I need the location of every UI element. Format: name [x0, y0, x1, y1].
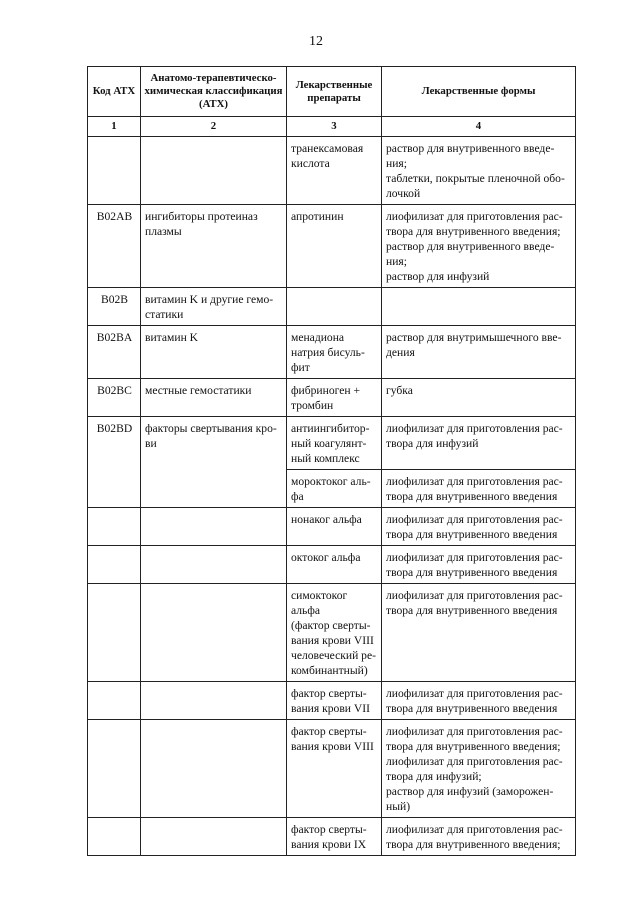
drug-cell: симоктоког альфа (фактор сверты- вания крови VIII человеческий ре- комбинантный): [287, 584, 382, 682]
classification-cell: [141, 720, 287, 818]
drug-cell: нонаког альфа: [287, 508, 382, 546]
drug-cell: фибриноген + тромбин: [287, 379, 382, 417]
classification-cell: витамин K: [141, 326, 287, 379]
forms-cell: лиофилизат для приготовления рас- твора для инфузий: [382, 417, 576, 470]
table-row: [88, 137, 576, 205]
atc-code-cell: B02AB: [88, 205, 141, 288]
drug-cell: фактор сверты- вания крови VIII: [287, 720, 382, 818]
table-row: [88, 417, 576, 470]
forms-cell: лиофилизат для приготовления рас- твора для внутривенного введения: [382, 546, 576, 584]
column-number: 2: [141, 117, 287, 137]
classification-cell: ингибиторы протеиназ плазмы: [141, 205, 287, 288]
page-number: 12: [309, 34, 323, 49]
header-classification: Анатомо-терапевтическо- химическая классификация (АТХ): [141, 67, 287, 117]
classification-cell: [141, 584, 287, 682]
column-number: 3: [287, 117, 382, 137]
forms-cell: [382, 288, 576, 326]
drug-cell: апротинин: [287, 205, 382, 288]
column-number: 4: [382, 117, 576, 137]
classification-cell: витамин K и другие гемо- статики: [141, 288, 287, 326]
column-number-row: [88, 117, 576, 137]
forms-cell: лиофилизат для приготовления рас- твора для внутривенного введения;: [382, 818, 576, 856]
atc-table: [87, 66, 576, 856]
classification-cell: факторы свертывания кро- ви: [141, 417, 287, 508]
atc-code-cell: B02BD: [88, 417, 141, 508]
drug-cell: фактор сверты- вания крови IX: [287, 818, 382, 856]
table-row: [88, 379, 576, 417]
classification-cell: [141, 682, 287, 720]
forms-cell: лиофилизат для приготовления рас- твора для внутривенного введения; раствор для внутривенного введе- ния; раствор для инфузий: [382, 205, 576, 288]
classification-cell: [141, 508, 287, 546]
forms-cell: раствор для внутривенного введе- ния; таблетки, покрытые пленочной обо- лочкой: [382, 137, 576, 205]
atc-code-cell: [88, 508, 141, 546]
table-row: [88, 508, 576, 546]
atc-code-cell: B02B: [88, 288, 141, 326]
header-row: [88, 67, 576, 117]
table-row: [88, 818, 576, 856]
table-row: [88, 205, 576, 288]
forms-cell: лиофилизат для приготовления рас- твора для внутривенного введения: [382, 682, 576, 720]
forms-cell: лиофилизат для приготовления рас- твора для внутривенного введения: [382, 584, 576, 682]
atc-code-cell: [88, 720, 141, 818]
forms-cell: губка: [382, 379, 576, 417]
forms-cell: раствор для внутримышечного вве- дения: [382, 326, 576, 379]
drug-cell: фактор сверты- вания крови VII: [287, 682, 382, 720]
drug-cell: [287, 288, 382, 326]
atc-code-cell: [88, 137, 141, 205]
classification-cell: местные гемостатики: [141, 379, 287, 417]
drug-cell: транексамовая кислота: [287, 137, 382, 205]
header-forms: Лекарственные формы: [382, 67, 576, 117]
drug-cell: октоког альфа: [287, 546, 382, 584]
table-row: [88, 546, 576, 584]
classification-cell: [141, 818, 287, 856]
forms-cell: лиофилизат для приготовления рас- твора для внутривенного введения: [382, 470, 576, 508]
atc-code-cell: [88, 682, 141, 720]
atc-code-cell: [88, 546, 141, 584]
classification-cell: [141, 137, 287, 205]
atc-code-cell: B02BC: [88, 379, 141, 417]
header-code: Код АТХ: [88, 67, 141, 117]
atc-code-cell: [88, 818, 141, 856]
table-row: [88, 682, 576, 720]
forms-cell: лиофилизат для приготовления рас- твора для внутривенного введения: [382, 508, 576, 546]
atc-code-cell: B02BA: [88, 326, 141, 379]
column-number: 1: [88, 117, 141, 137]
table-row: [88, 720, 576, 818]
atc-code-cell: [88, 584, 141, 682]
header-drugs: Лекарственные препараты: [287, 67, 382, 117]
drug-cell: антиингибитор- ный коагулянт- ный комплекс: [287, 417, 382, 470]
table-row: [88, 584, 576, 682]
forms-cell: лиофилизат для приготовления рас- твора для внутривенного введения; лиофилизат для приготовления рас- твора для инфузий; раствор для инфузий (заморожен- ный): [382, 720, 576, 818]
drug-cell: менадиона натрия бисуль- фит: [287, 326, 382, 379]
table-row: [88, 288, 576, 326]
drug-cell: мороктоког аль- фа: [287, 470, 382, 508]
table-row: [88, 326, 576, 379]
classification-cell: [141, 546, 287, 584]
